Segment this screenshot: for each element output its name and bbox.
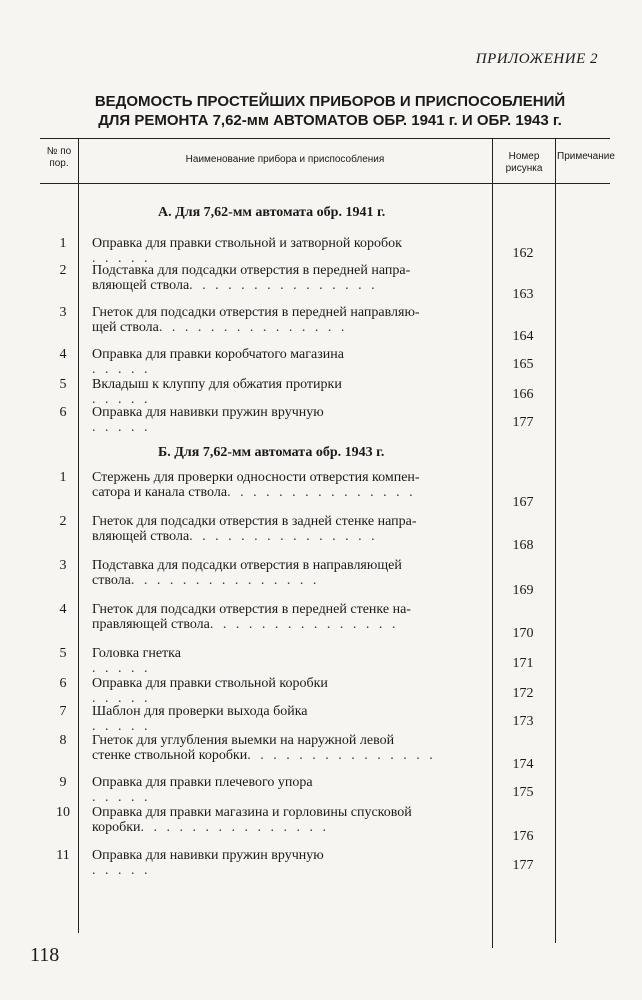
b-row-number: 2 — [59, 514, 67, 529]
b-row-figure-number: 176 — [512, 829, 534, 844]
leader-dots: . . . . . . . . . . . . . . . — [189, 529, 378, 544]
row-name-line-1: Гнеток для углубления выемки на наружной левой — [92, 733, 395, 748]
b-row-number: 7 — [59, 704, 67, 719]
a-row-name — [92, 347, 480, 377]
b-row-number: 10 — [56, 805, 70, 820]
b-row-name — [92, 775, 480, 805]
table-header-rule — [40, 183, 610, 184]
b-row-number: 1 — [59, 470, 67, 485]
a-row-figure-number: 177 — [512, 415, 534, 430]
a-row-figure-number: 166 — [512, 387, 534, 402]
b-row-name — [92, 602, 480, 632]
row-name-line-2 — [92, 529, 480, 544]
row-name-line-1: Оправка для навивки пружин вручную — [92, 405, 324, 420]
row-name-line-1: Подставка для подсадки отверстия в передней напра- — [92, 263, 411, 278]
leader-dots: . . . . . . . . . . . . . . . — [189, 278, 378, 293]
header-figure: Номер рисунка — [505, 151, 543, 174]
row-name-line-1: Оправка для навивки пружин вручную — [92, 848, 324, 863]
b-row-figure-number: 174 — [512, 757, 534, 772]
b-row-name — [92, 470, 480, 500]
row-name-line-2 — [92, 617, 480, 632]
row-name-line-1: Оправка для правки ствольной и затворной коробок — [92, 236, 402, 251]
a-row-name — [92, 236, 480, 266]
a-row-name — [92, 263, 480, 293]
row-name-line-2-text: правляющей ствола — [92, 617, 210, 632]
row-name-line-2 — [92, 320, 480, 335]
row-name-line-1: Подставка для подсадки отверстия в направляющей — [92, 558, 402, 573]
b-row-name — [92, 704, 480, 734]
leader-dots: . . . . . — [92, 251, 151, 266]
b-row-name — [92, 514, 480, 544]
leader-dots: . . . . . — [92, 392, 151, 407]
row-name-line-2 — [92, 820, 480, 835]
row-name-line-1: Шаблон для проверки выхода бойка — [92, 704, 308, 719]
document-title — [40, 92, 620, 130]
title-line-1: ВЕДОМОСТЬ ПРОСТЕЙШИХ ПРИБОРОВ И ПРИСПОСОБЛЕНИЙ — [94, 93, 566, 110]
a-row-name — [92, 405, 480, 435]
row-name-line-2-text: коробки — [92, 820, 141, 835]
b-row-name — [92, 805, 480, 835]
row-name-line-2-text: щей ствола — [92, 320, 159, 335]
a-row-figure-number: 162 — [512, 246, 534, 261]
section-b-title: Б. Для 7,62-мм автомата обр. 1943 г. — [158, 445, 385, 460]
row-name-line-1: Гнеток для подсадки отверстия в задней стенке напра- — [92, 514, 417, 529]
b-row-number: 6 — [59, 676, 67, 691]
column-divider-figure — [492, 138, 493, 948]
b-row-name — [92, 848, 480, 878]
a-row-number: 3 — [59, 305, 67, 320]
column-divider-num — [78, 138, 79, 933]
b-row-name — [92, 676, 480, 706]
row-name-line-2-text: вляющей ствола — [92, 278, 190, 293]
row-name-line-1: Головка гнетка — [92, 646, 181, 661]
a-row-number: 6 — [59, 405, 67, 420]
leader-dots: . . . . . — [92, 661, 151, 676]
row-name-line-2 — [92, 748, 480, 763]
b-row-figure-number: 175 — [512, 785, 534, 800]
row-name-line-1: Оправка для правки коробчатого магазина — [92, 347, 344, 362]
header-note: Примечание — [557, 151, 615, 162]
row-name-line-1: Оправка для правки ствольной коробки — [92, 676, 328, 691]
b-row-number: 9 — [59, 775, 67, 790]
b-row-name — [92, 733, 480, 763]
a-row-number: 5 — [59, 377, 67, 392]
b-row-figure-number: 167 — [512, 495, 534, 510]
b-row-number: 3 — [59, 558, 67, 573]
table-top-rule — [40, 138, 610, 139]
leader-dots: . . . . . — [92, 863, 151, 878]
a-row-name — [92, 305, 480, 335]
leader-dots: . . . . . . . . . . . . . . . — [227, 485, 416, 500]
section-a-title: А. Для 7,62-мм автомата обр. 1941 г. — [158, 205, 386, 220]
leader-dots: . . . . . — [92, 362, 151, 377]
b-row-figure-number: 168 — [512, 538, 534, 553]
appendix-label: ПРИЛОЖЕНИЕ 2 — [475, 51, 598, 67]
leader-dots: . . . . . — [92, 691, 151, 706]
a-row-figure-number: 163 — [512, 287, 534, 302]
page-number: 118 — [30, 944, 60, 966]
a-row-number: 2 — [59, 263, 67, 278]
b-row-figure-number: 177 — [512, 858, 534, 873]
leader-dots: . . . . . . . . . . . . . . . — [140, 820, 330, 835]
row-name-line-2-text: сатора и канала ствола — [92, 485, 228, 500]
b-row-number: 11 — [56, 848, 70, 863]
b-row-number: 5 — [59, 646, 67, 661]
row-name-line-2 — [92, 278, 480, 293]
title-line-2: ДЛЯ РЕМОНТА 7,62-мм АВТОМАТОВ ОБР. 1941 г. И ОБР. 1943 г. — [98, 112, 562, 129]
b-row-number: 8 — [59, 733, 67, 748]
b-row-name — [92, 646, 480, 676]
b-row-figure-number: 170 — [512, 626, 534, 641]
column-divider-note — [555, 138, 556, 943]
row-name-line-1: Вкладыш к клуппу для обжатия протирки — [92, 377, 342, 392]
header-name: Наименование прибора и приспособления — [185, 154, 385, 165]
row-name-line-1: Гнеток для подсадки отверстия в передней направляю- — [92, 305, 420, 320]
b-row-figure-number: 173 — [512, 714, 534, 729]
header-num: № по пор. — [46, 146, 72, 169]
row-name-line-1: Гнеток для подсадки отверстия в передней стенке на- — [92, 602, 411, 617]
a-row-number: 4 — [59, 347, 67, 362]
b-row-figure-number: 172 — [512, 686, 534, 701]
row-name-line-2-text: стенке ствольной коробки — [92, 748, 248, 763]
row-name-line-2-text: ствола — [92, 573, 131, 588]
row-name-line-1: Стержень для проверки односности отверстия компен- — [92, 470, 420, 485]
a-row-figure-number: 165 — [512, 357, 534, 372]
leader-dots: . . . . . — [92, 420, 151, 435]
leader-dots: . . . . . — [92, 719, 151, 734]
b-row-figure-number: 171 — [512, 656, 534, 671]
a-row-number: 1 — [59, 236, 67, 251]
leader-dots: . . . . . — [92, 790, 151, 805]
b-row-number: 4 — [59, 602, 67, 617]
b-row-figure-number: 169 — [512, 583, 534, 598]
row-name-line-2-text: вляющей ствола — [92, 529, 190, 544]
b-row-name — [92, 558, 480, 588]
leader-dots: . . . . . . . . . . . . . . . — [130, 573, 320, 588]
row-name-line-2 — [92, 485, 480, 500]
leader-dots: . . . . . . . . . . . . . . . — [209, 617, 399, 632]
a-row-name — [92, 377, 480, 407]
row-name-line-1: Оправка для правки магазина и горловины спусковой — [92, 805, 412, 820]
row-name-line-2 — [92, 573, 480, 588]
a-row-figure-number: 164 — [512, 329, 534, 344]
row-name-line-1: Оправка для правки плечевого упора — [92, 775, 313, 790]
leader-dots: . . . . . . . . . . . . . . . — [158, 320, 348, 335]
leader-dots: . . . . . . . . . . . . . . . — [247, 748, 436, 763]
